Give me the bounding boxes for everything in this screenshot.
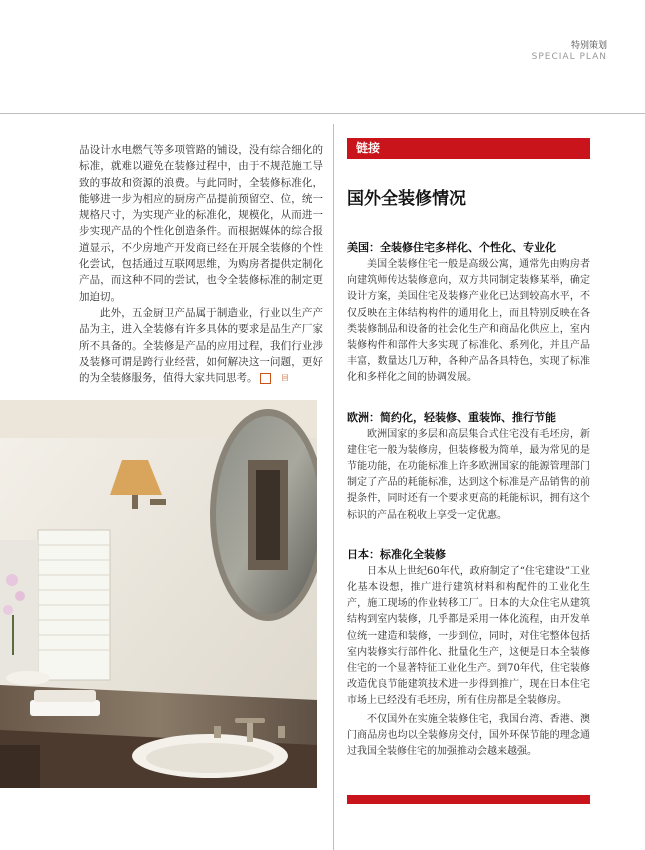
left-column-body [79,142,323,386]
bathroom-photo [0,400,317,788]
section-heading-europe: 欧洲：简约化，轻装修、重装饰、推行节能 [347,410,556,424]
section-paragraph: 日本从上世纪60年代，政府制定了“住宅建设”工业化基本设想，推广进行建筑材料和构配件的工业化生产，施工现场的作业转移工厂。日本的大众住宅从建筑结构到室内装修，几乎都是采用一体化流程，由开发单位统一建造和装修，一步到位，同时，对住宅整体包括室内装修实行部件化、批量化生产，这便是日本全装修住宅的一个显著特征工业化生产。到70年代，住宅装修改造优良节能建筑技术进一步得到推广，现在日本住宅市场上已经没有毛坯房，所有住房都是全装修房。 [347,565,590,707]
sidebar-title: 国外全装修情况 [347,189,466,209]
section-heading-usa: 美国：全装修住宅多样化、个性化、专业化 [347,241,556,254]
section-paragraph: 美国全装修住宅一般是高级公寓，通常先由购房者向建筑师传达装修意向，双方共同制定装修某举，确定设计方案，美国住宅及装修产业化已达到较高水平，不仅反映在主体结构构件的通用化上，而且特别反映在各类装修制品和设备的社会化生产和商品化供应上，室内装修构件和部件大多实现了标准化、系列化，并且产品丰富，数量达几万种，各种产品各具特色，实现了标准化和多样化之间的协调发展。 [347,259,590,384]
end-of-article-mark: 回 [260,373,271,384]
section-label: 特别策划 [570,41,607,51]
body-paragraph: 品设计水电燃气等多项管路的铺设，没有综合细化的标准，就难以避免在装修过程中，由于不规范施工导致的事故和资源的浪费。与此同时，全装修标准化，能够进一步为相应的厨房产品提前预留空、位，统一规格尺寸，为实现产业的标准化，规模化，从而进一步实现产品的个性化创造条件。而根据媒体的综合报道显示，不少房地产开发商已经在开展全装修的个性化尝试，包括通过互联网思维，为购房者提供定制化产品，而这种不同的尝试，也令全装修标准的制定更加迫切。 [79,144,323,303]
section-paragraph: 欧洲国家的多层和高层集合式住宅没有毛坯房，新建住宅一般为装修房，但装修极为简单，最为常见的是节能功能，在功能标准上许多欧洲国家的能源管理部门制定了产品的耗能标准，达到这个标准是产品销售的前提条件，同时还有一个要求更高的耗能标识，拥有这个标识的产品在税收上享受一定优惠。 [347,428,590,521]
section-paragraph: 不仅国外在实施全装修住宅，我国台湾、香港、澳门商品房也均以全装修房交付，国外环保节能的理念通过我国全装修住宅的加强推动会越来越强。 [347,713,590,758]
column-divider [333,124,334,850]
header-divider [0,113,645,114]
sidebar-box [347,138,590,760]
section-heading-japan: 日本：标准化全装修 [347,547,446,561]
sidebar-bottom-bar [347,795,590,804]
body-paragraph [79,305,323,386]
section-label-english: SPECIAL PLAN [531,52,607,62]
body-paragraph-text: 此外，五金厨卫产品属于制造业，行业以生产产品为主，进入全装修有许多具体的要求是品生产厂家所不具备的。全装修是产品的应用过程，我们行业涉及装修可谓是跨行业经营，如何解决这一问题，更好的为全装修服务，值得大家共同思考。 [79,306,323,385]
sidebar-tag: 链接 [347,138,590,159]
